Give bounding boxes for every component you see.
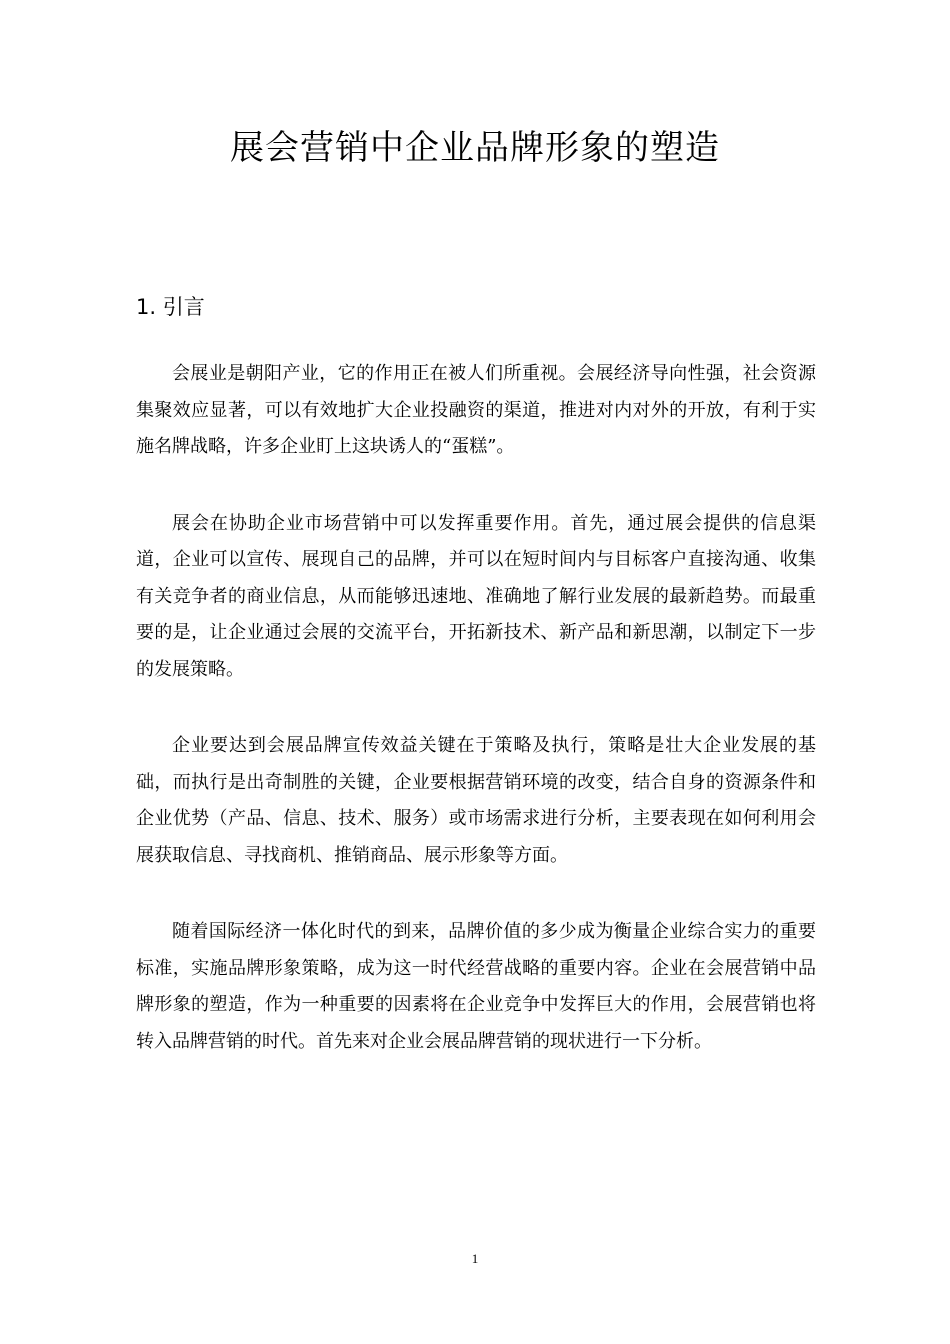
- body-paragraph-2: 展会在协助企业市场营销中可以发挥重要作用。首先，通过展会提供的信息渠道，企业可以宣传、展现自己的品牌，并可以在短时间内与目标客户直接沟通、收集有关竞争者的商业信息，从而能够迅速地、准确地了解行业发展的最新趋势。而最重要的是，让企业通过会展的交流平台，开拓新技术、新产品和新思潮，以制定下一步的发展策略。: [136, 512, 816, 680]
- page-number: 1: [471, 1251, 479, 1266]
- body-paragraph-4: 随着国际经济一体化时代的到来，品牌价值的多少成为衡量企业综合实力的重要标准，实施品牌形象策略，成为这一时代经营战略的重要内容。企业在会展营销中品牌形象的塑造，作为一种重要的因素将在企业竞争中发挥巨大的作用，会展营销也将转入品牌营销的时代。首先来对企业会展品牌营销的现状进行一下分析。: [136, 921, 816, 1052]
- body-paragraph-1: 会展业是朝阳产业，它的作用正在被人们所重视。会展经济导向性强，社会资源集聚效应显著，可以有效地扩大企业投融资的渠道，推进对内对外的开放，有利于实施名牌战略，许多企业盯上这块诱人的“蛋糕”。: [136, 363, 816, 457]
- document-body: [136, 356, 816, 1100]
- document-title: 展会营销中企业品牌形象的塑造: [230, 128, 720, 168]
- body-paragraph-3: 企业要达到会展品牌宣传效益关键在于策略及执行，策略是壮大企业发展的基础，而执行是出奇制胜的关键，企业要根据营销环境的改变，结合自身的资源条件和企业优势（产品、信息、技术、服务）或市场需求进行分析，主要表现在如何利用会展获取信息、寻找商机、推销商品、展示形象等方面。: [136, 735, 816, 866]
- section-heading-introduction: 1. 引言: [136, 295, 205, 319]
